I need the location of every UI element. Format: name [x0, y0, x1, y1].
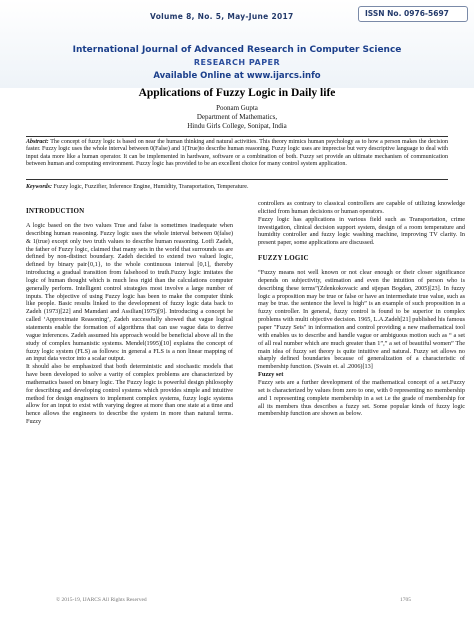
- keywords-text: Fuzzy logic, Fuzzifier, Inference Engine, Humidity, Transportation, Temperature.: [52, 184, 249, 190]
- applications-paragraph: Fuzzy logic has applications in various field such as Transportation, crime investigation, clinical decision support system, design of a room temperature and humidity controller and fuzzy logic washing machine, improving TV clarity. In present paper, some applications are discussed.: [258, 215, 465, 247]
- section-heading-fuzzy-logic: FUZZY LOGIC: [258, 254, 309, 263]
- copyright-notice: © 2015-19, IJARCS All Rights Reserved: [56, 597, 147, 603]
- keywords-label: Keywords:: [26, 184, 52, 190]
- page-number: 1705: [400, 597, 411, 603]
- section-heading-introduction: INTRODUCTION: [26, 207, 85, 215]
- fuzzy-logic-paragraph: “Fuzzy means not well known or not clear enough or their closer significance depends on subjectivity, estimation and even the intuition of person who is describing these terms”(Zdenkokovacic and stjepan Bogdan, 2005)[23]. In fuzzy logic a proposition may be true or false or have an intermediate true value, such as may be true. the sentence the level is high” is an example of such proposition in a fuzzy controller. In general, fuzzy control is found to be superior in complex problems with multi objective decision. 1965, L.A.Zadeh[21] published his famous paper "Fuzzy Sets" in information and control providing a new mathematical tool with enables us to describe and handle vague or ambiguous motion such as “ a set of all real number which are much greater than 1”,” a set of beautiful women” The main idea of fuzzy set theory is quite intuitive and natural. Fuzzy set allows no sharply defined boundaries because of generalization of a characteristic of membership function. (Swain et. al .2006)[13]: [258, 269, 465, 371]
- online-availability: Available Online at www.ijarcs.info: [153, 71, 321, 81]
- paper-title: Applications of Fuzzy Logic in Daily life: [138, 87, 336, 99]
- fuzzy-set-paragraph: Fuzzy sets are a further development of the mathematical concept of a set.Fuzzy set is characterized by values from zero to one, with 0 representing no membership and 1 representing complete membership in a set i.e the grade of membership for all its members thus describes a fuzzy set. Some popular kinds of fuzzy logic membership function are shown as below.: [258, 379, 465, 418]
- intro-paragraph-2: It should also be emphasized that both deterministic and stochastic models that have been developed to solve a varity of complex problems are characterized by mathematics based on binary logic. The Fuzzy logic is powerful design philosophy for describing and developing control systems which provides simple and intuitive method for design engineers to implement complex systems, fuzzy logic systems allow for an input to exist with varying degree at more than one state at a time and hence allows the engineers to describe the system in more than natural terms. Fuzzy: [26, 363, 233, 426]
- journal-name: International Journal of Advanced Research in Computer Science: [72, 45, 402, 55]
- keywords: [26, 183, 448, 191]
- author-department: Department of Mathematics,: [196, 113, 278, 121]
- abstract-label: Abstract:: [26, 139, 49, 145]
- volume-info: Volume 8, No. 5, May-June 2017: [150, 12, 294, 21]
- intro-continued-paragraph: controllers as contrary to classical controllers are capable of utilizing knowledge elicited from human decisions or human operators.: [258, 200, 465, 215]
- author-name: Poonam Gupta: [216, 104, 258, 112]
- left-column: [26, 200, 233, 592]
- intro-paragraph-1: A logic based on the two values True and false is sometimes inadequate when describing human reasoning. Fuzzy logic uses the whole interval between 0(false) & 1(true) except only two truth values to describe human reasoning. Lotfi Zadeh, the father of Fuzzy logic, claimed that many sets in the world that surrounds us are defined by non-distinct boundary. Zadeh decided to extend two valued logic, defined by binary pair{0,1}, to the whole continuous interval [0,1], thereby introducing a gradual transition from falsehood to truth.Fuzzy logic imitates the logic of human thought which is much less rigid than the calculations computer generally perform. Intelligent control strategies most involve a large number of inputs. The objective of using Fuzzy logic has been to make the computer think like people. Basic results linked to the development of fuzzy logic data back to Zadeh (1973)[22] and Mamdani and Assilian(1975)[9]. Introducing a concept he called ‘Approximate Reasoning’, Zadeh successfully showed that vague logical statements enable the formation of algorithms that can use vague data to derive vague inferences. Zadeh assumed his approach would be beneficial above all in the study of complex humanistic systems. Mendel(1995)[10] explains the concept of fuzzy logic system (FLS) as follows: in general a FLS is a non linear mapping of an input data vector into a scalar output.: [26, 222, 233, 363]
- right-column: [258, 200, 465, 592]
- author-affiliation: Hindu Girls College, Sonipat, India: [187, 122, 287, 130]
- subheading-fuzzy-set: Fuzzy set: [258, 371, 284, 379]
- abstract-text: The concept of fuzzy logic is based on near the human thinking and natural activities. This theory mimics human psychology as to how a person makes the decision faster. Fuzzy logic uses the whole interval between 0(False) and 1(True)to describe human reasoning. Fuzzy logic uses are imprecise but very descriptive language to deal with input data more like a human operator. It can be implemented in hardware, software or a combination of both. Fuzzy set provide an ultimate mechanism of communication between human and computing environment. Fuzzy logic has provided to be an excellent choice for many control system application.: [26, 139, 448, 168]
- paper-type-label: RESEARCH PAPER: [193, 58, 281, 67]
- issn-badge: ISSN No. 0976-5697: [358, 6, 468, 22]
- abstract: [26, 136, 448, 180]
